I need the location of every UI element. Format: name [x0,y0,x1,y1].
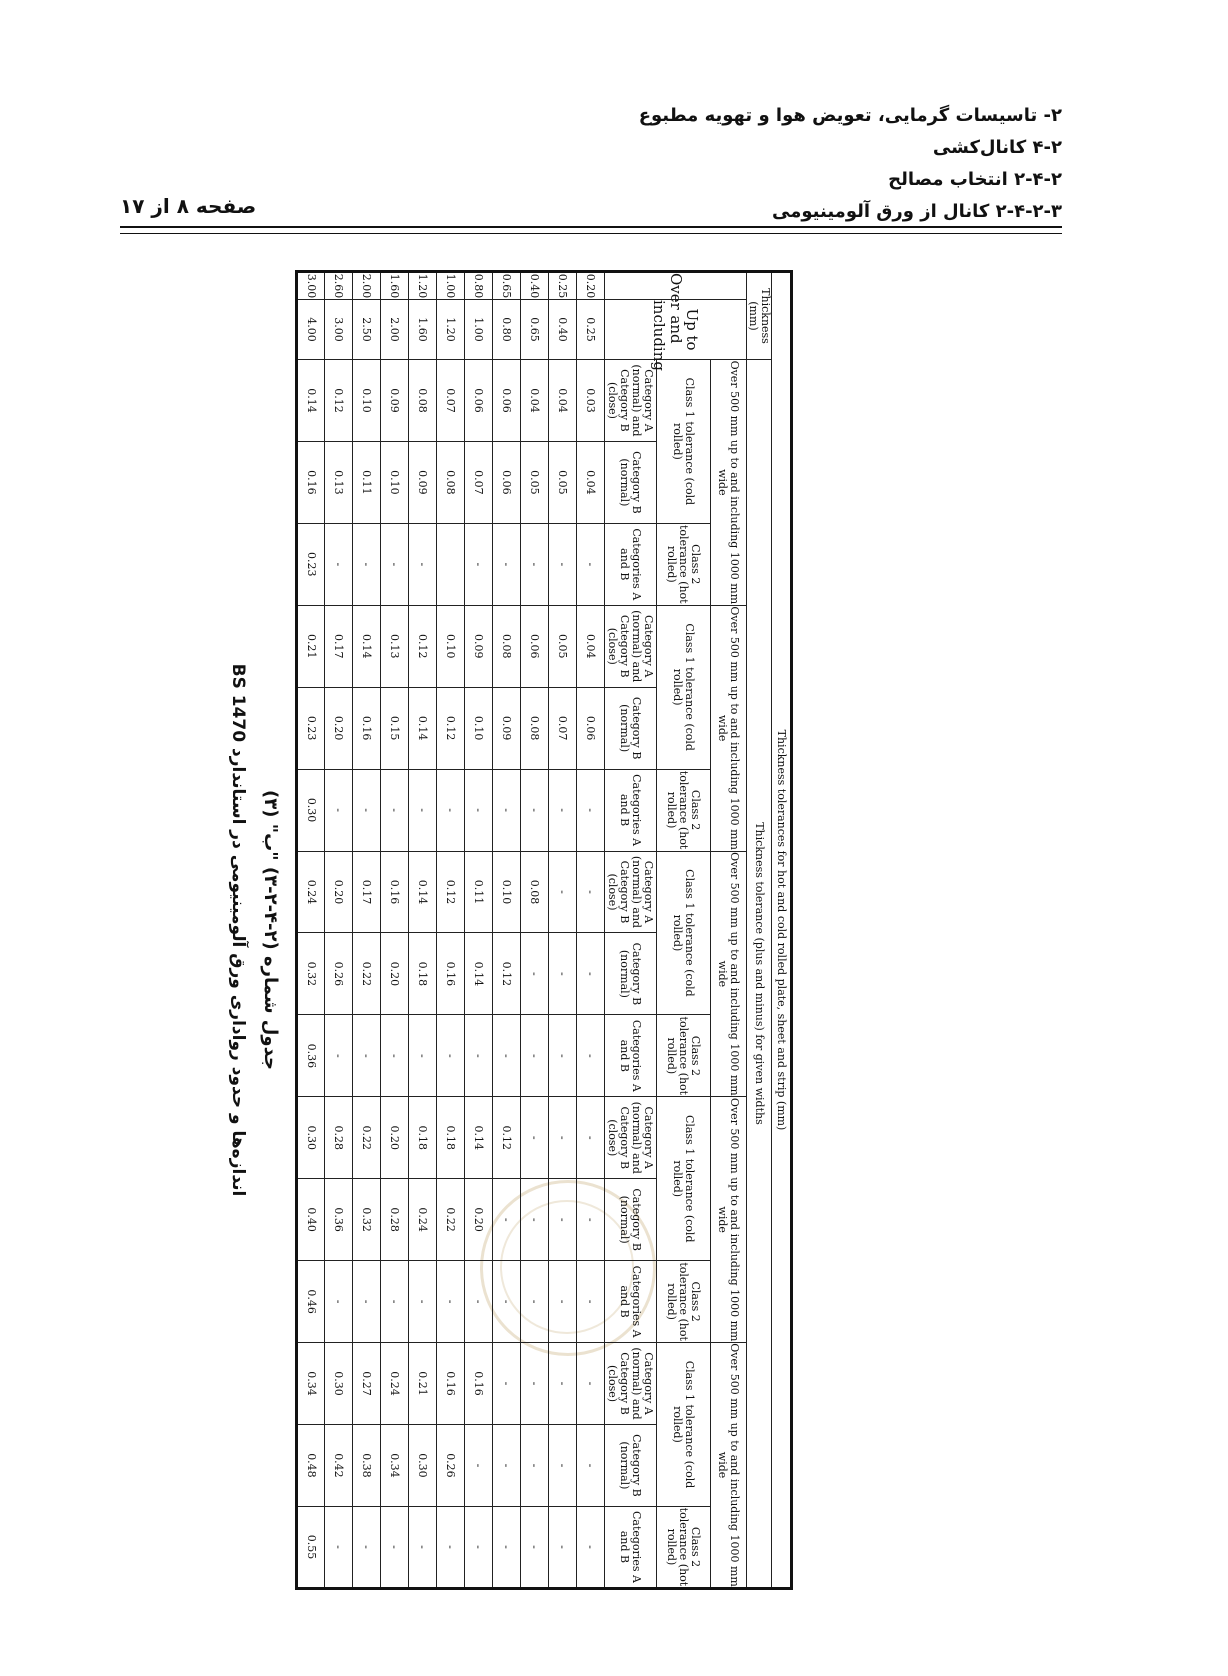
tolerance-cell: 0.30 [296,769,324,851]
class2-header: Class 2 tolerance (hot rolled) [656,1015,710,1097]
page-number: صفحه ۸ از ۱۷ [120,194,257,218]
table-row [408,272,436,1589]
tolerance-cell: 0.10 [380,441,408,523]
tolerance-cell: - [492,1343,520,1425]
over-cell: 0.40 [520,272,548,300]
tolerance-cell: 0.07 [548,687,576,769]
upto-header: Up to and including [604,300,746,360]
tolerance-cell: 0.08 [520,851,548,933]
tolerance-cell: - [492,1179,520,1261]
tolerance-cell: - [492,1424,520,1506]
width-group-4: Over 500 mm up to and including 1000 mm wide [710,1097,746,1343]
tolerance-cell: - [492,769,520,851]
tolerance-cell: - [380,1015,408,1097]
tolerance-cell: - [408,1261,436,1343]
tolerance-cell: - [380,1506,408,1588]
heading-line-4: ۲-۴-۲-۳ کانال از ورق آلومینیومی [771,201,1062,222]
tolerance-cell: 0.06 [520,605,548,687]
upto-cell: 2.00 [380,300,408,360]
tolerance-cell: 0.09 [408,441,436,523]
tolerance-cell: 0.16 [436,1343,464,1425]
tolerance-cell: - [548,1343,576,1425]
tolerance-cell: - [548,851,576,933]
category-header: Category A (normal) and Category B (close) [604,360,656,442]
tolerance-cell: 0.14 [408,687,436,769]
tolerance-cell: 0.03 [576,360,604,442]
tolerance-cell: 0.46 [296,1261,324,1343]
table-row [436,272,464,1589]
category-header: Category A (normal) and Category B (close) [604,1343,656,1425]
table-row [520,272,548,1589]
tolerance-cell: - [548,769,576,851]
tolerance-cell: - [548,1097,576,1179]
tolerance-cell: 0.28 [380,1179,408,1261]
header-divider-thin [120,233,1062,234]
tolerance-cell: - [408,769,436,851]
upto-cell: 1.60 [408,300,436,360]
tolerance-cell: - [492,1506,520,1588]
tolerance-cell: - [576,851,604,933]
tolerance-cell: - [436,1506,464,1588]
tolerance-cell: 0.04 [520,360,548,442]
upto-cell: 0.25 [576,300,604,360]
upto-cell: 0.40 [548,300,576,360]
tolerance-cell: 0.48 [296,1424,324,1506]
class1-header: Class 1 tolerance (cold rolled) [656,1097,710,1261]
tolerance-cell: - [464,769,492,851]
tolerance-cell: - [352,1261,380,1343]
tolerance-cell: 0.15 [380,687,408,769]
over-cell: 0.80 [464,272,492,300]
table-row [548,272,576,1589]
tolerance-cell: 0.30 [324,1343,352,1425]
heading-line-1: ۲- تاسیسات گرمایی، تعویض هوا و تهویه مطبوع [638,105,1062,126]
heading-line-2: ۴-۲ کانال‌کشی [932,137,1062,158]
tolerance-cell: - [520,1343,548,1425]
tolerance-cell: - [464,1424,492,1506]
category-header: Categories A and B [604,769,656,851]
tolerance-cell: 0.08 [520,687,548,769]
upto-cell: 1.00 [464,300,492,360]
category-header: Categories A and B [604,1506,656,1588]
tolerance-cell: - [436,769,464,851]
tolerance-cell: 0.13 [380,605,408,687]
category-header: Categories A and B [604,1015,656,1097]
tolerance-cell: - [548,1261,576,1343]
over-cell: 1.60 [380,272,408,300]
tolerance-cell: - [520,1261,548,1343]
tolerance-cell: 0.38 [352,1424,380,1506]
tolerance-cell: - [436,1261,464,1343]
tolerance-cell: 0.12 [492,933,520,1015]
table-row [576,272,604,1589]
tolerance-cell: 0.09 [380,360,408,442]
tolerance-cell: 0.13 [324,441,352,523]
tolerance-cell: - [352,523,380,605]
tolerance-cell: 0.55 [296,1506,324,1588]
upto-cell: 0.80 [492,300,520,360]
tolerance-cell: 0.14 [296,360,324,442]
tolerance-cell: 0.16 [464,1343,492,1425]
tolerance-cell: 0.14 [352,605,380,687]
tolerance-cell: - [548,1179,576,1261]
tolerance-cell: - [324,1015,352,1097]
class2-header: Class 2 tolerance (hot rolled) [656,1261,710,1343]
tolerance-cell: 0.14 [408,851,436,933]
tolerance-cell: 0.22 [436,1179,464,1261]
tolerance-cell: 0.06 [492,441,520,523]
tolerance-cell [436,523,464,605]
tolerance-cell: - [520,523,548,605]
tolerance-cell: 0.21 [408,1343,436,1425]
tolerance-cell: - [576,769,604,851]
tolerance-cell: - [324,769,352,851]
tolerance-cell: 0.16 [296,441,324,523]
tolerance-cell: 0.28 [324,1097,352,1179]
tolerance-cell: 0.12 [324,360,352,442]
tolerance-cell: 0.09 [464,605,492,687]
tolerance-cell: - [324,1261,352,1343]
tolerance-cell: - [380,769,408,851]
tolerance-cell: 0.40 [296,1179,324,1261]
tolerance-cell: - [352,1015,380,1097]
tolerance-cell: 0.04 [576,441,604,523]
tolerance-cell: - [520,1015,548,1097]
category-header: Categories A and B [604,1261,656,1343]
width-group-5: Over 500 mm up to and including 1000 mm wide [710,1343,746,1589]
upto-cell: 4.00 [296,300,324,360]
tolerance-cell: 0.27 [352,1343,380,1425]
tolerance-cell: 0.26 [324,933,352,1015]
width-group-1: Over 500 mm up to and including 1000 mm wide [710,360,746,606]
tolerance-cell: 0.34 [380,1424,408,1506]
table-row [352,272,380,1589]
table-caption-title: اندازه‌ها و حدود رواداری ورق آلومینیومی در استاندارد BS 1470 [228,663,248,1197]
tolerance-cell: - [352,1506,380,1588]
category-header: Category B (normal) [604,933,656,1015]
tolerance-cell: - [576,1015,604,1097]
tolerance-cell: 0.10 [352,360,380,442]
table-row [464,272,492,1589]
over-cell: 3.00 [296,272,324,300]
table-title: Thickness tolerances for hot and cold rolled plate, sheet and strip (mm) [772,272,792,1589]
tolerance-cell: - [408,1015,436,1097]
table-caption-number: جدول شماره (۲-۴-۲-۳) "ب" (۳) [260,790,281,1070]
over-cell: 0.25 [548,272,576,300]
tolerance-cell: 0.23 [296,687,324,769]
table-row [380,272,408,1589]
tolerance-cell: 0.14 [464,1097,492,1179]
tolerance-cell: - [520,1097,548,1179]
over-cell: 1.00 [436,272,464,300]
tolerance-cell: - [576,1097,604,1179]
tolerance-cell: - [324,523,352,605]
tolerance-cell: 0.26 [436,1424,464,1506]
upto-cell: 2.50 [352,300,380,360]
tolerance-cell: 0.10 [492,851,520,933]
tolerance-cell: - [380,523,408,605]
over-cell: 2.60 [324,272,352,300]
tolerance-cell: - [464,1015,492,1097]
tolerance-cell: - [520,1506,548,1588]
upto-cell: 3.00 [324,300,352,360]
tolerance-cell: - [492,1261,520,1343]
upto-cell: 1.20 [436,300,464,360]
tolerance-cell: 0.05 [548,605,576,687]
tolerance-cell: 0.24 [296,851,324,933]
tolerance-cell: 0.12 [436,851,464,933]
category-header: Category A (normal) and Category B (close) [604,605,656,687]
tolerance-cell: - [380,1261,408,1343]
tolerance-table [295,270,793,1590]
tolerance-cell: 0.30 [408,1424,436,1506]
tolerance-cell: - [548,1506,576,1588]
tolerance-cell: 0.17 [352,851,380,933]
tolerance-cell: 0.23 [296,523,324,605]
tolerance-cell: - [408,1506,436,1588]
class1-header: Class 1 tolerance (cold rolled) [656,360,710,524]
tolerance-cell: 0.24 [380,1343,408,1425]
tolerance-cell: - [464,523,492,605]
heading-line-3: ۲-۴-۲ انتخاب مصالح [888,169,1062,190]
tolerance-cell: - [576,523,604,605]
tolerance-cell: 0.16 [380,851,408,933]
tolerance-cell: 0.07 [436,360,464,442]
tolerance-cell: 0.17 [324,605,352,687]
class1-header: Class 1 tolerance (cold rolled) [656,851,710,1015]
tolerance-cell: 0.08 [492,605,520,687]
tolerance-cell: - [520,1424,548,1506]
thickness-header: Thickness (mm) [746,272,771,360]
category-header: Category B (normal) [604,441,656,523]
class1-header: Class 1 tolerance (cold rolled) [656,1343,710,1507]
table-row [296,272,324,1589]
tolerance-cell: 0.16 [352,687,380,769]
tolerance-cell: 0.10 [464,687,492,769]
tolerance-cell: 0.14 [464,933,492,1015]
tolerance-cell: 0.05 [548,441,576,523]
tolerance-cell: - [576,1424,604,1506]
class2-header: Class 2 tolerance (hot rolled) [656,523,710,605]
tolerance-cell: 0.20 [380,933,408,1015]
over-cell: 0.65 [492,272,520,300]
tolerance-cell: 0.04 [576,605,604,687]
tolerance-cell: 0.07 [464,441,492,523]
tolerance-cell: - [548,933,576,1015]
tolerance-cell: 0.12 [436,687,464,769]
tolerance-cell: 0.30 [296,1097,324,1179]
header-divider [120,226,1062,228]
tolerance-cell: - [576,1506,604,1588]
class2-header: Class 2 tolerance (hot rolled) [656,1506,710,1588]
category-header: Category A (normal) and Category B (close) [604,851,656,933]
tolerance-cell: - [548,523,576,605]
tolerance-cell: - [492,523,520,605]
tolerance-cell: - [576,933,604,1015]
class1-header: Class 1 tolerance (cold rolled) [656,605,710,769]
tolerance-cell: 0.24 [408,1179,436,1261]
section-header [542,100,1062,228]
tolerance-cell: 0.36 [324,1179,352,1261]
tolerance-cell: - [464,1261,492,1343]
width-group-3: Over 500 mm up to and including 1000 mm wide [710,851,746,1097]
tolerance-cell: 0.12 [408,605,436,687]
over-cell: 2.00 [352,272,380,300]
tolerance-cell: 0.20 [324,687,352,769]
tolerance-cell: - [520,769,548,851]
over-header: Over [604,272,746,300]
tolerance-cell: 0.09 [492,687,520,769]
tolerance-cell: 0.06 [492,360,520,442]
tolerance-cell: 0.18 [408,933,436,1015]
tolerance-cell: - [324,1506,352,1588]
tolerance-cell: - [492,1015,520,1097]
tolerance-cell: 0.22 [352,1097,380,1179]
tolerance-cell: - [576,1261,604,1343]
tolerance-cell: 0.04 [548,360,576,442]
tolerance-cell: - [408,523,436,605]
tolerance-cell: 0.20 [380,1097,408,1179]
tolerance-cell: - [548,1015,576,1097]
given-widths-header: Thickness tolerance (plus and minus) for given widths [746,360,771,1589]
category-header: Category A (normal) and Category B (close) [604,1097,656,1179]
tolerance-cell: 0.08 [436,441,464,523]
tolerance-cell: 0.21 [296,605,324,687]
category-header: Category B (normal) [604,1179,656,1261]
tolerance-cell: 0.20 [324,851,352,933]
rotated-table-block [0,270,793,1590]
tolerance-cell: 0.10 [436,605,464,687]
tolerance-cell: - [576,1343,604,1425]
category-header: Categories A and B [604,523,656,605]
tolerance-cell: 0.18 [436,1097,464,1179]
tolerance-cell: - [352,769,380,851]
tolerance-cell: - [464,1506,492,1588]
tolerance-cell: 0.32 [352,1179,380,1261]
tolerance-cell: - [520,1179,548,1261]
width-group-2: Over 500 mm up to and including 1000 mm wide [710,605,746,851]
tolerance-cell: 0.32 [296,933,324,1015]
table-row [324,272,352,1589]
upto-cell: 0.65 [520,300,548,360]
tolerance-cell: 0.20 [464,1179,492,1261]
tolerance-cell: 0.36 [296,1015,324,1097]
tolerance-cell: 0.06 [576,687,604,769]
tolerance-cell: 0.11 [352,441,380,523]
tolerance-cell: - [436,1015,464,1097]
tolerance-cell: 0.06 [464,360,492,442]
category-header: Category B (normal) [604,1424,656,1506]
over-cell: 1.20 [408,272,436,300]
tolerance-cell: - [576,1179,604,1261]
tolerance-cell: 0.11 [464,851,492,933]
tolerance-cell: 0.34 [296,1343,324,1425]
tolerance-cell: 0.22 [352,933,380,1015]
category-header: Category B (normal) [604,687,656,769]
tolerance-cell: - [548,1424,576,1506]
tolerance-cell: 0.12 [492,1097,520,1179]
tolerance-cell: - [520,933,548,1015]
table-row [492,272,520,1589]
tolerance-cell: 0.08 [408,360,436,442]
over-cell: 0.20 [576,272,604,300]
class2-header: Class 2 tolerance (hot rolled) [656,769,710,851]
tolerance-cell: 0.05 [520,441,548,523]
tolerance-cell: 0.18 [408,1097,436,1179]
tolerance-cell: 0.16 [436,933,464,1015]
tolerance-cell: 0.42 [324,1424,352,1506]
